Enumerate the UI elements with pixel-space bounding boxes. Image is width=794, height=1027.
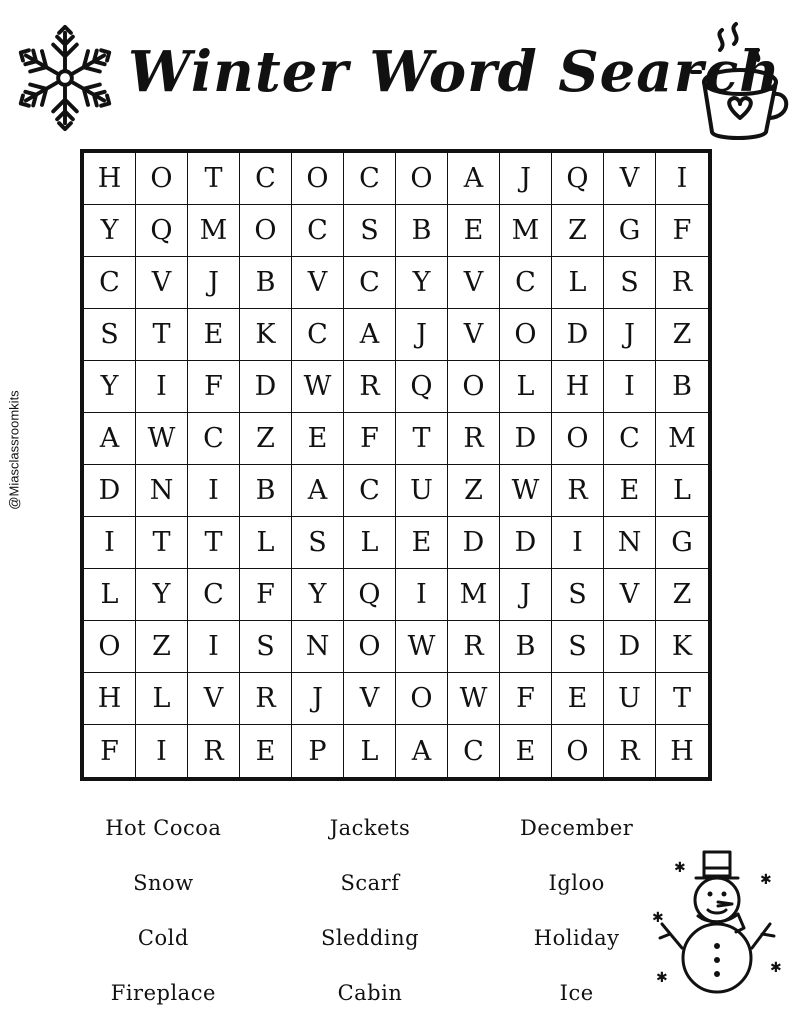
grid-cell: F [188,361,240,413]
grid-cell: O [136,153,188,205]
author-credit: @Miasclassroomkits [6,390,22,510]
grid-cell: E [500,725,552,777]
grid-cell: I [84,517,136,569]
grid-cell: C [448,725,500,777]
grid-cell: R [344,361,396,413]
word-list-item: Fireplace [110,980,216,1005]
snowflake-icon [6,24,124,132]
grid-cell: B [240,257,292,309]
word-list-item: Snow [133,870,194,895]
grid-cell: J [500,569,552,621]
grid-cell: E [604,465,656,517]
grid-cell: R [604,725,656,777]
grid-cell: O [448,361,500,413]
svg-text:✱: ✱ [770,960,782,976]
word-list-item: Scarf [340,870,400,895]
grid-cell: O [500,309,552,361]
grid-cell: B [396,205,448,257]
grid-cell: I [136,725,188,777]
grid-cell: V [136,257,188,309]
grid-cell: V [448,257,500,309]
grid-cell: L [240,517,292,569]
word-list-item: Jackets [329,815,411,840]
grid-cell: C [84,257,136,309]
grid-cell: D [448,517,500,569]
grid-cell: V [604,569,656,621]
grid-cell: H [552,361,604,413]
grid-cell: F [500,673,552,725]
grid-cell: C [188,413,240,465]
grid-cell: J [604,309,656,361]
grid-cell: I [188,465,240,517]
grid-cell: S [552,621,604,673]
grid-cell: N [136,465,188,517]
grid-cell: V [188,673,240,725]
grid-cell: Z [136,621,188,673]
grid-cell: N [292,621,344,673]
grid-cell: Q [136,205,188,257]
grid-cell: T [136,309,188,361]
word-list-item: Igloo [548,870,605,895]
grid-cell: A [448,153,500,205]
grid-cell: B [240,465,292,517]
grid-cell: R [448,413,500,465]
grid-cell: T [188,153,240,205]
grid-cell: I [656,153,708,205]
grid-cell: Z [552,205,604,257]
grid-cell: C [344,257,396,309]
grid-cell: T [188,517,240,569]
hot-cocoa-mug-icon [688,20,792,148]
grid-cell: O [240,205,292,257]
page-title: Winter Word Search [128,39,781,105]
grid-cell: O [396,673,448,725]
grid-cell: S [240,621,292,673]
grid-cell: U [396,465,448,517]
grid-cell: M [500,205,552,257]
grid-cell: D [604,621,656,673]
grid-cell: Q [396,361,448,413]
grid-cell: K [656,621,708,673]
grid-cell: A [84,413,136,465]
grid-cell: A [292,465,344,517]
grid-cell: M [188,205,240,257]
grid-cell: Y [136,569,188,621]
grid-cell: B [656,361,708,413]
grid-cell: C [604,413,656,465]
grid-cell: I [136,361,188,413]
grid-cell: P [292,725,344,777]
svg-text:✱: ✱ [656,970,668,986]
grid-cell: W [396,621,448,673]
word-list-item: Sledding [320,925,420,950]
grid-cell: O [552,413,604,465]
grid-cell: R [240,673,292,725]
grid-cell: J [396,309,448,361]
grid-cell: E [396,517,448,569]
grid-cell: C [500,257,552,309]
grid-cell: G [656,517,708,569]
grid-cell: C [344,153,396,205]
grid-cell: O [552,725,604,777]
grid-cell: R [552,465,604,517]
grid-cell: H [84,673,136,725]
grid-cell: E [240,725,292,777]
grid-cell: I [604,361,656,413]
grid-cell: Q [344,569,396,621]
grid-cell: E [188,309,240,361]
grid-cell: I [396,569,448,621]
grid-cell: D [240,361,292,413]
grid-cell: M [448,569,500,621]
grid-cell: T [656,673,708,725]
grid-cell: Q [552,153,604,205]
grid-cell: W [448,673,500,725]
word-list-item: Cold [137,925,189,950]
grid-cell: F [656,205,708,257]
svg-text:✱: ✱ [760,872,772,888]
svg-text:✱: ✱ [674,860,686,876]
grid-cell: W [500,465,552,517]
grid-cell: O [396,153,448,205]
grid-cell: Y [84,361,136,413]
grid-cell: L [344,725,396,777]
grid-cell: S [552,569,604,621]
grid-cell: O [344,621,396,673]
grid-cell: L [500,361,552,413]
grid-cell: Z [240,413,292,465]
grid-cell: S [84,309,136,361]
grid-cell: J [500,153,552,205]
grid-cell: T [136,517,188,569]
grid-cell: Z [656,309,708,361]
word-list-item: December [520,815,634,840]
snowman-icon [652,848,782,998]
word-list-item: Hot Cocoa [105,815,222,840]
grid-cell: C [292,205,344,257]
grid-cell: I [552,517,604,569]
grid-cell: K [240,309,292,361]
grid-cell: D [500,413,552,465]
grid-cell: H [84,153,136,205]
grid-cell: U [604,673,656,725]
grid-cell: G [604,205,656,257]
grid-cell: C [240,153,292,205]
grid-cell: L [344,517,396,569]
grid-cell: S [604,257,656,309]
grid-cell: L [136,673,188,725]
grid-cell: I [188,621,240,673]
word-list [60,800,680,1020]
grid-cell: F [84,725,136,777]
grid-cell: E [552,673,604,725]
grid-cell: E [448,205,500,257]
grid-cell: L [552,257,604,309]
letter-grid [84,153,708,777]
grid-cell: H [670,735,694,767]
grid-cell: J [188,257,240,309]
grid-cell: L [656,465,708,517]
grid-cell: F [240,569,292,621]
grid-cell: Y [84,205,136,257]
grid-cell: V [448,309,500,361]
grid-cell: J [292,673,344,725]
word-search-grid [80,149,712,781]
grid-cell: A [344,309,396,361]
grid-cell: O [84,621,136,673]
grid-cell: Z [656,569,708,621]
grid-cell: Y [396,257,448,309]
grid-cell: C [344,465,396,517]
grid-cell: V [604,153,656,205]
svg-text:✱: ✱ [652,910,664,926]
grid-cell: F [344,413,396,465]
grid-cell: D [500,517,552,569]
grid-cell: R [188,725,240,777]
grid-cell: D [84,465,136,517]
grid-cell: N [604,517,656,569]
word-list-item: Cabin [337,980,403,1005]
grid-cell: E [292,413,344,465]
grid-cell: V [292,257,344,309]
grid-cell: C [292,309,344,361]
grid-cell: W [136,413,188,465]
grid-cell: S [292,517,344,569]
grid-cell: Z [448,465,500,517]
grid-cell: L [84,569,136,621]
grid-cell: C [188,569,240,621]
grid-cell: V [344,673,396,725]
grid-cell: R [656,257,708,309]
grid-cell: S [344,205,396,257]
grid-cell: B [500,621,552,673]
grid-cell: R [448,621,500,673]
word-list-item: Ice [559,980,594,1005]
word-list-item: Holiday [533,925,620,950]
grid-cell: W [292,361,344,413]
grid-cell: A [396,725,448,777]
grid-cell: O [292,153,344,205]
grid-cell: M [656,413,708,465]
grid-cell: T [396,413,448,465]
grid-cell: D [552,309,604,361]
grid-cell: Y [292,569,344,621]
